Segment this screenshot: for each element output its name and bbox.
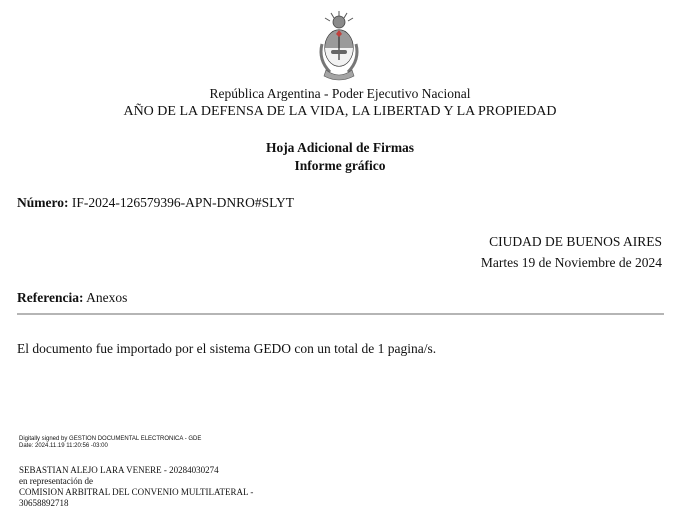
referencia	[17, 290, 127, 306]
digital-signature-stamp	[19, 436, 201, 449]
document-title: Hoja Adicional de Firmas	[265, 140, 415, 155]
signature-date: Date: 2024.11.19 11:20:56 -03:00	[19, 442, 108, 449]
body-text: El documento fue importado por el sistema GEDO con un total de 1 pagina/s.	[17, 341, 437, 356]
signer-role: en representación de	[19, 476, 93, 486]
city: CIUDAD DE BUENOS AIRES	[489, 234, 662, 249]
coat-of-arms-icon	[316, 10, 362, 82]
signature-signed-by: Digitally signed by GESTION DOCUMENTAL ELECTRONICA - GDE	[19, 436, 202, 442]
signer-org-id: 30658892718	[19, 498, 69, 508]
signer-org: COMISION ARBITRAL DEL CONVENIO MULTILATERAL -	[19, 487, 254, 497]
document-number	[17, 195, 294, 211]
signer-name: SEBASTIAN ALEJO LARA VENERE - 20284030274	[19, 465, 219, 475]
referencia-value: Anexos	[86, 290, 128, 305]
header-year-motto: AÑO DE LA DEFENSA DE LA VIDA, LA LIBERTAD Y LA PROPIEDAD	[123, 104, 557, 119]
divider	[17, 313, 664, 315]
header-republic: República Argentina - Poder Ejecutivo Nacional	[209, 86, 471, 101]
numero-label: Número:	[17, 195, 69, 210]
document-subtitle: Informe gráfico	[294, 158, 386, 173]
date: Martes 19 de Noviembre de 2024	[480, 255, 662, 270]
referencia-label: Referencia:	[17, 290, 84, 305]
numero-value: IF-2024-126579396-APN-DNRO#SLYT	[71, 195, 295, 210]
signer-block	[19, 465, 253, 509]
